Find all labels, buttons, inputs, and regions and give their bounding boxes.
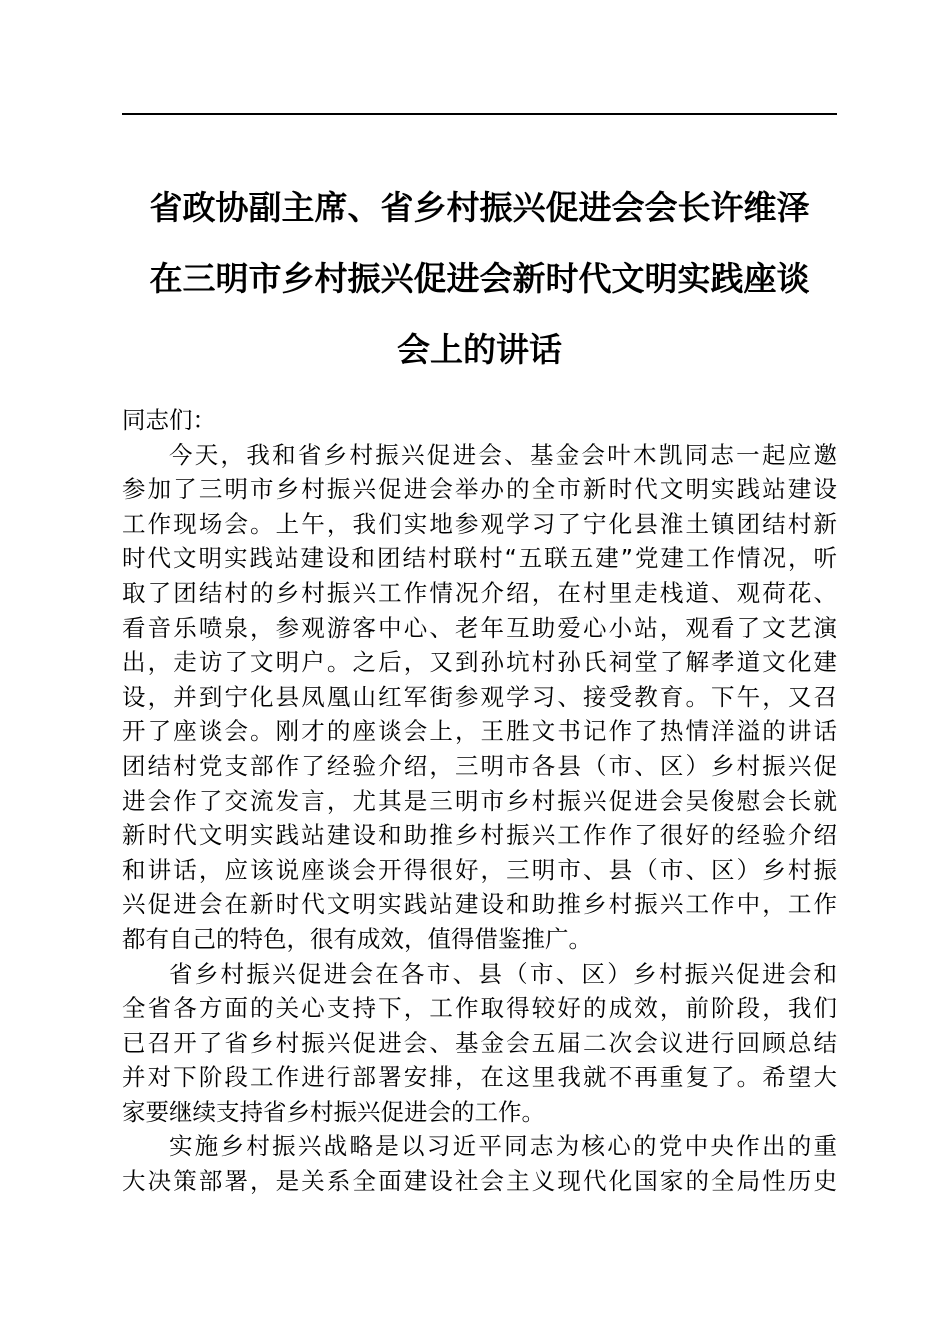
text-line: 看音乐喷泉，参观游客中心、老年互助爱心小站，观看了文艺演 [122,613,837,642]
text-line: 大决策部署，是关系全面建设社会主义现代化国家的全局性历史 [122,1167,837,1196]
text-line: 实施乡村振兴战略是以习近平同志为核心的党中央作出的重 [169,1132,837,1161]
document-body [122,403,837,1199]
text-line: 时代文明实践站建设和团结村联村“五联五建”党建工作情况，听 [122,544,837,573]
text-line: 省乡村振兴促进会在各市、县（市、区）乡村振兴促进会和 [169,959,837,988]
text-line: 团结村党支部作了经验介绍，三明市各县（市、区）乡村振兴促 [122,751,837,780]
title-line: 在三明市乡村振兴促进会新时代文明实践座谈 [149,259,810,298]
text-line: 取了团结村的乡村振兴工作情况介绍，在村里走栈道、观荷花、 [122,578,837,607]
document-title [122,172,837,385]
text-line: 和讲话，应该说座谈会开得很好，三明市、县（市、区）乡村振 [122,855,837,884]
paragraph-3 [122,1129,837,1198]
text-line: 出，走访了文明户。之后，又到孙坑村孙氏祠堂了解孝道文化建 [122,648,837,677]
text-line: 新时代文明实践站建设和助推乡村振兴工作作了很好的经验介绍 [122,821,837,850]
paragraph-1 [122,438,837,957]
text-line: 参加了三明市乡村振兴促进会举办的全市新时代文明实践站建设 [122,475,837,504]
text-line: 都有自己的特色，很有成效，值得借鉴推广。 [122,924,592,953]
text-line: 今天，我和省乡村振兴促进会、基金会叶木凯同志一起应邀 [169,440,837,469]
text-line: 并对下阶段工作进行部署安排，在这里我就不再重复了。希望大 [122,1063,837,1092]
text-line: 设，并到宁化县凤凰山红军街参观学习、接受教育。下午，又召 [122,682,837,711]
header-rule [122,113,837,115]
text-line: 家要继续支持省乡村振兴促进会的工作。 [122,1097,545,1126]
text-line: 进会作了交流发言，尤其是三明市乡村振兴促进会吴俊慰会长就 [122,786,837,815]
text-line: 已召开了省乡村振兴促进会、基金会五届二次会议进行回顾总结 [122,1028,837,1057]
text-line: 开了座谈会。刚才的座谈会上，王胜文书记作了热情洋溢的讲话 [122,717,837,746]
text-line: 兴促进会在新时代文明实践站建设和助推乡村振兴工作中，工作 [122,890,837,919]
title-line: 会上的讲话 [397,330,562,369]
salutation: 同志们： [122,406,216,434]
text-line: 工作现场会。上午，我们实地参观学习了宁化县淮土镇团结村新 [122,509,837,538]
text-line: 全省各方面的关心支持下，工作取得较好的成效，前阶段，我们 [122,994,837,1023]
title-line: 省政协副主席、省乡村振兴促进会会长许维泽 [149,188,810,227]
paragraph-2 [122,957,837,1130]
